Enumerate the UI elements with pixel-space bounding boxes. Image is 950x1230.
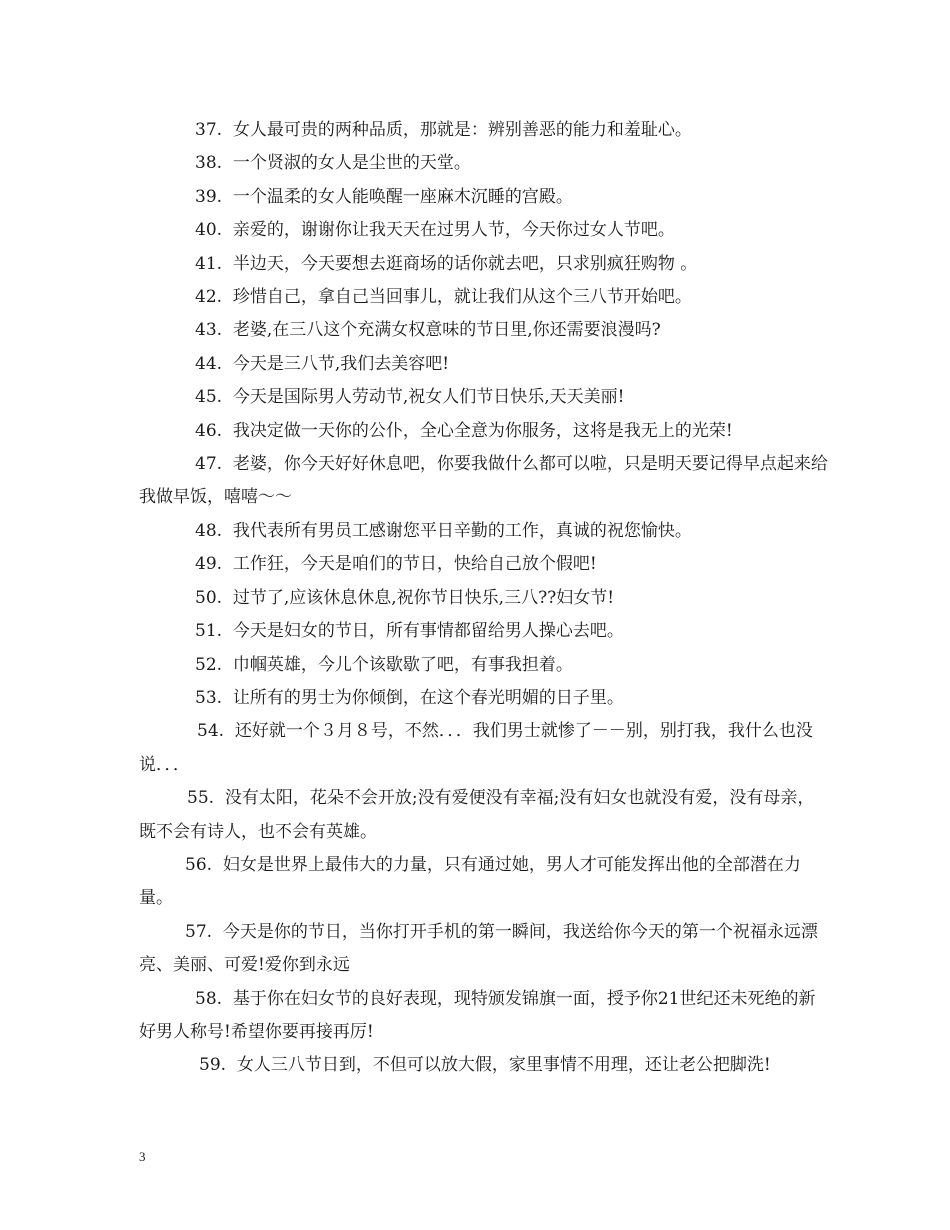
- item-number: 54.: [197, 721, 225, 742]
- list-item: [139, 281, 829, 314]
- list-item: [139, 782, 829, 849]
- page-number: 3: [139, 1149, 146, 1164]
- item-text: 还好就一个３月８号，不然．．．我们男士就惨了－－别，别打我，我什么也没说．．．: [139, 721, 813, 775]
- item-number: 44.: [195, 353, 223, 374]
- list-item: [139, 415, 829, 448]
- item-text: 半边天，今天要想去逛商场的话你就去吧，只求别疯狂购物 。: [232, 253, 698, 274]
- list-item: [139, 147, 829, 180]
- item-number: 48.: [195, 520, 223, 541]
- item-number: 41.: [195, 253, 223, 274]
- item-number: 47.: [195, 454, 223, 475]
- item-number: 42.: [195, 287, 223, 308]
- item-text: 让所有的男士为你倾倒，在这个春光明媚的日子里。: [232, 687, 624, 708]
- item-text: 我代表所有男员工感谢您平日辛勤的工作，真诚的祝您愉快。: [232, 520, 692, 541]
- list-item: [139, 649, 829, 682]
- item-text: 今天是妇女的节日，所有事情都留给男人操心去吧。: [232, 621, 624, 642]
- list-item: [139, 248, 829, 281]
- list-item: [139, 181, 829, 214]
- list-item: [139, 615, 829, 648]
- item-text: 今天是你的节日，当你打开手机的第一瞬间，我送给你今天的第一个祝福永远漂亮、美丽、可爱!爱你到永远: [139, 921, 818, 976]
- item-text: 没有太阳，花朵不会开放;没有爱便没有幸福;没有妇女也就没有爱，没有母亲，既不会有诗人，也不会有英雄。: [139, 788, 815, 842]
- list-item: [139, 582, 829, 615]
- list-item: [139, 548, 829, 581]
- item-text: 老婆,在三八这个充满女权意味的节日里,你还需要浪漫吗?: [232, 320, 661, 341]
- list-item: [139, 1049, 829, 1082]
- item-text: 我决定做一天你的公仆，全心全意为你服务，这将是我无上的光荣!: [232, 420, 733, 441]
- item-number: 37.: [195, 120, 223, 140]
- item-text: 女人三八节日到，不但可以放大假，家里事情不用理，还让老公把脚洗!: [236, 1055, 771, 1076]
- list-item: [139, 849, 829, 916]
- item-number: 40.: [195, 220, 223, 241]
- item-number: 49.: [195, 554, 223, 575]
- item-text: 今天是三八节,我们去美容吧!: [232, 353, 450, 374]
- item-number: 52.: [195, 654, 223, 675]
- list-item: [139, 715, 829, 782]
- item-number: 56.: [185, 854, 213, 875]
- list-item: [139, 114, 829, 147]
- item-text: 一个贤淑的女人是尘世的天堂。: [232, 153, 471, 174]
- list-item: [139, 314, 829, 347]
- item-text: 亲爱的，谢谢你让我天天在过男人节，今天你过女人节吧。: [232, 220, 675, 241]
- item-number: 55.: [187, 788, 215, 809]
- item-number: 58.: [195, 988, 223, 1009]
- list-item: [139, 682, 829, 715]
- item-number: 51.: [195, 621, 223, 642]
- item-text: 基于你在妇女节的良好表现，现特颁发锦旗一面，授予你21世纪还未死绝的新好男人称号!希望你要再接再厉!: [139, 988, 816, 1042]
- paragraph-list: [139, 114, 829, 1083]
- list-item: [139, 515, 829, 548]
- item-number: 46.: [195, 420, 223, 441]
- list-item: [139, 381, 829, 414]
- list-item: [139, 214, 829, 247]
- item-number: 38.: [195, 153, 223, 174]
- item-text: 女人最可贵的两种品质，那就是：辨别善恶的能力和羞耻心。: [232, 120, 692, 140]
- item-number: 59.: [199, 1055, 227, 1076]
- item-number: 39.: [195, 186, 223, 207]
- item-text: 工作狂，今天是咱们的节日，快给自己放个假吧!: [232, 554, 597, 575]
- item-number: 53.: [195, 687, 223, 708]
- list-item: [139, 916, 829, 983]
- item-text: 过节了,应该休息休息,祝你节日快乐,三八??妇女节!: [232, 587, 615, 608]
- item-number: 45.: [195, 387, 223, 408]
- item-text: 老婆，你今天好好休息吧，你要我做什么都可以啦，只是明天要记得早点起来给我做早饭，嘻嘻～～: [139, 454, 828, 508]
- item-number: 43.: [195, 320, 223, 341]
- list-item: [139, 448, 829, 515]
- list-item: [139, 348, 829, 381]
- item-text: 今天是国际男人劳动节,祝女人们节日快乐,天天美丽!: [232, 387, 625, 408]
- item-text: 一个温柔的女人能唤醒一座麻木沉睡的宫殿。: [232, 186, 573, 207]
- item-text: 妇女是世界上最伟大的力量，只有通过她，男人才可能发挥出他的全部潜在力量。: [139, 854, 801, 909]
- item-text: 巾帼英雄，今儿个该歇歇了吧，有事我担着。: [232, 654, 573, 675]
- item-text: 珍惜自己，拿自己当回事儿，就让我们从这个三八节开始吧。: [232, 287, 692, 308]
- item-number: 57.: [185, 921, 213, 942]
- item-number: 50.: [195, 587, 223, 608]
- list-item: [139, 983, 829, 1050]
